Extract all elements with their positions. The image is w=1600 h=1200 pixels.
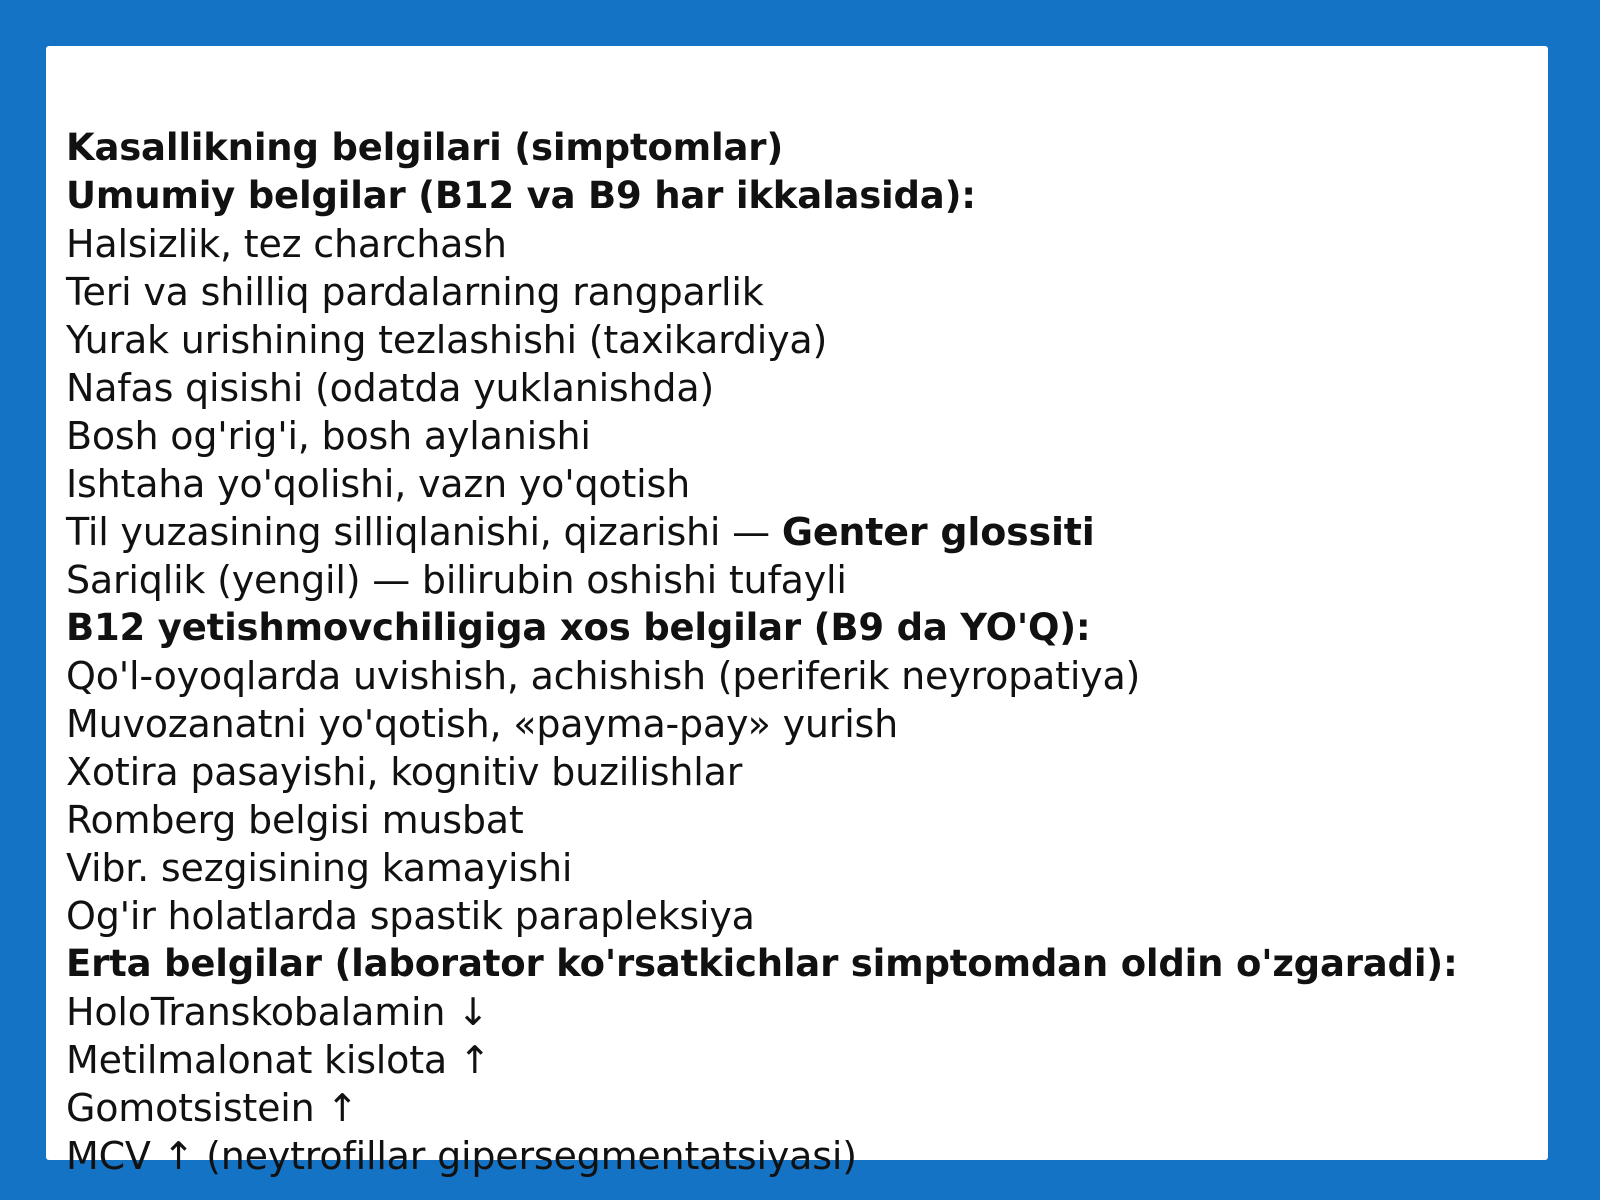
list-item: Ishtaha yo'qolishi, vazn yo'qotish [66,462,690,506]
page-title: Kasallikning belgilari (simptomlar) [66,126,784,169]
list-item: Gomotsistein ↑ [66,1086,359,1130]
list-item: Muvozanatni yo'qotish, «payma-pay» yurish [66,702,899,746]
list-item: Og'ir holatlarda spastik parapleksiya [66,894,755,938]
section-heading-b12-specific: B12 yetishmovchiligiga xos belgilar (B9 da YO'Q): [66,606,1091,649]
list-item: Xotira pasayishi, kognitiv buzilishlar [66,750,743,794]
section-heading-early-signs: Erta belgilar (laborator ko'rsatkichlar simptomdan oldin o'zgaradi): [66,942,1458,985]
list-item: Teri va shilliq pardalarning rangparlik [66,270,764,314]
list-item [66,508,1528,556]
section-heading-general: Umumiy belgilar (B12 va B9 har ikkalasida): [66,174,976,217]
list-item-bold-term: Genter glossiti [781,510,1095,554]
list-item: Nafas qisishi (odatda yuklanishda) [66,366,715,410]
list-item: HoloTranskobalamin ↓ [66,990,489,1034]
list-item-text: Til yuzasining silliqlanishi, qizarishi — [66,510,782,554]
list-item: Romberg belgisi musbat [66,798,524,842]
content-card [46,46,1548,1178]
list-item: Yurak urishining tezlashishi (taxikardiya) [66,318,828,362]
list-item: Halsizlik, tez charchash [66,222,507,266]
list-item: Bosh og'rig'i, bosh aylanishi [66,414,591,458]
list-item: Metilmalonat kislota ↑ [66,1038,491,1082]
list-item: Sariqlik (yengil) — bilirubin oshishi tufayli [66,558,847,602]
list-item: Qo'l-oyoqlarda uvishish, achishish (periferik neyropatiya) [66,654,1141,698]
list-item: MCV ↑ (neytrofillar gipersegmentatsiyasi) [66,1134,857,1178]
list-item: Vibr. sezgisining kamayishi [66,846,573,890]
